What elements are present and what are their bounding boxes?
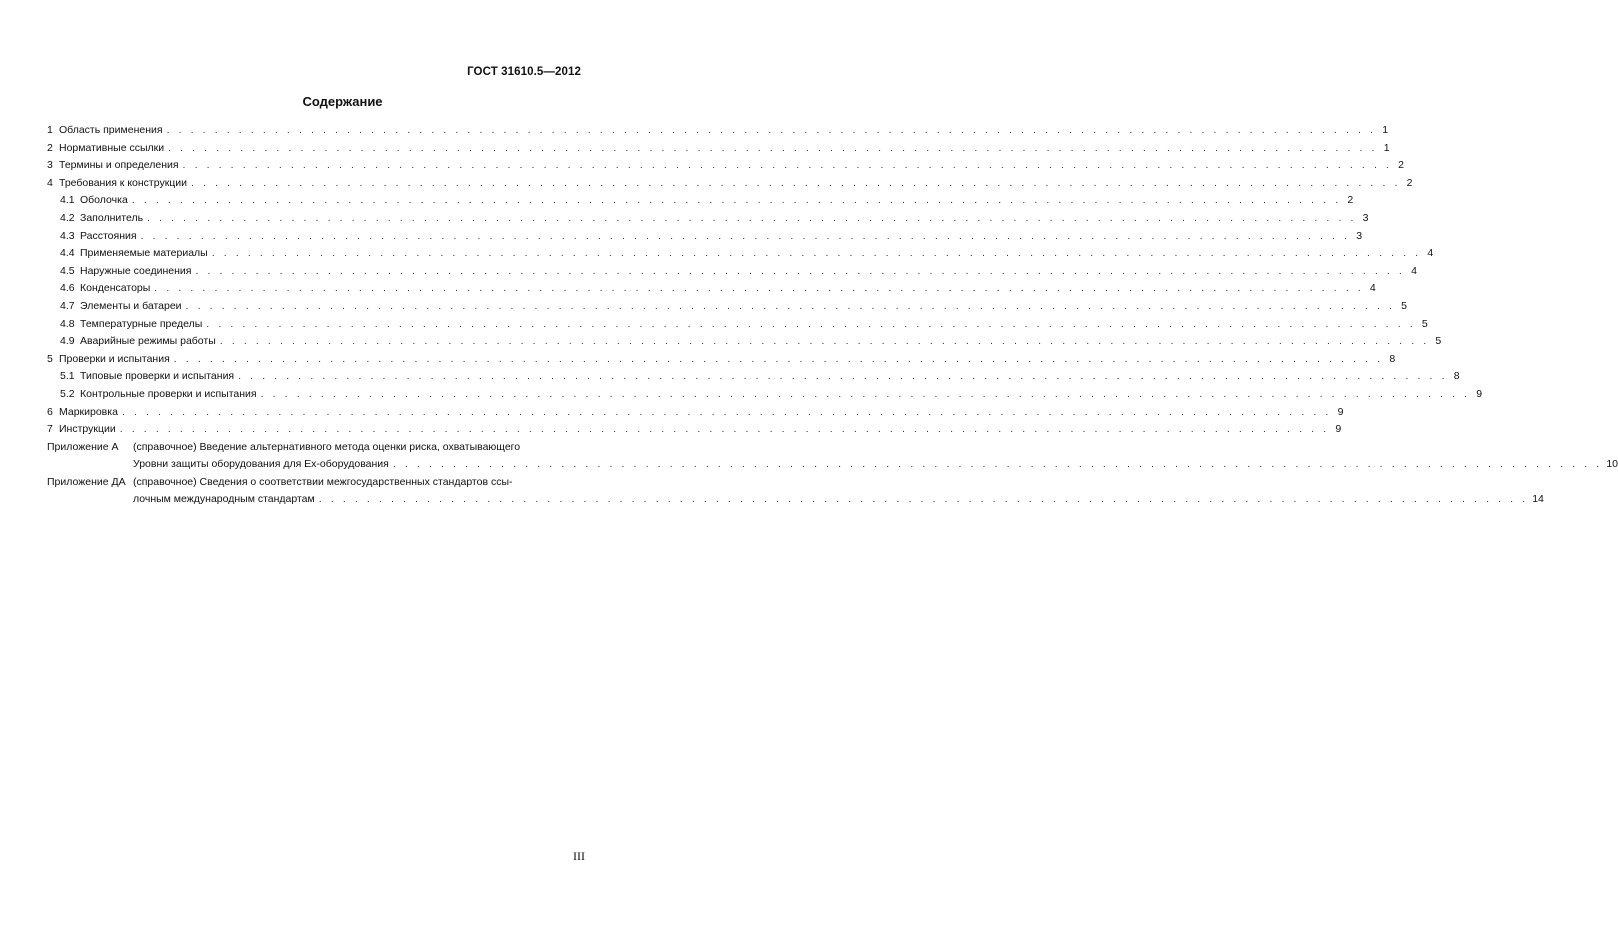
toc-entry[interactable] (47, 228, 1363, 246)
toc-entry-page: 1 (1383, 141, 1390, 154)
toc-entry[interactable] (47, 210, 1369, 228)
dot-leader (191, 175, 1400, 193)
toc-entry-title: Термины и определения (59, 159, 179, 172)
toc-entry[interactable] (47, 140, 1390, 158)
toc-entry-number: 2 (47, 141, 53, 154)
appendix-title-line2: лочным международным стандартам (133, 493, 315, 506)
toc-entry-number: 4 (47, 176, 53, 189)
toc-entry-page: 8 (1453, 370, 1460, 383)
toc-entry[interactable] (47, 157, 1405, 175)
toc-entry-page: 2 (1398, 159, 1405, 172)
toc-entry-number: 4.4 (60, 247, 75, 260)
toc-entry[interactable] (47, 245, 1434, 263)
toc-entry[interactable] (47, 280, 1376, 298)
dot-leader (132, 192, 1341, 210)
toc-entry-title: Маркировка (59, 405, 118, 418)
toc-appendix-entry[interactable] (47, 439, 1618, 474)
toc-entry-title: Элементы и батареи (80, 299, 182, 312)
toc-entry-number: 4.9 (60, 335, 75, 348)
table-of-contents (47, 122, 1618, 509)
toc-entry-page: 4 (1427, 247, 1434, 260)
toc-entry-number: 3 (47, 159, 53, 172)
toc-entry-title: Расстояния (80, 229, 137, 242)
toc-entry-title: Конденсаторы (80, 282, 151, 295)
dot-leader (186, 298, 1395, 316)
appendix-label: Приложение ДА (47, 475, 126, 488)
toc-entry-title: Область применения (59, 124, 163, 136)
page-number: III (573, 849, 585, 863)
toc-entry-title: Оболочка (80, 194, 128, 207)
toc-entry-number: 4.2 (60, 211, 75, 224)
appendix-title-line1: (справочное) Сведения о соответствии межгосударственных стандартов ссы- (133, 475, 513, 488)
toc-entry[interactable] (47, 421, 1342, 439)
dot-leader (238, 368, 1447, 386)
toc-entry-title: Заполнитель (80, 211, 144, 224)
toc-appendix-entry[interactable] (47, 474, 1544, 509)
toc-entry[interactable] (47, 368, 1460, 386)
toc-entry-title: Применяемые материалы (80, 247, 208, 260)
toc-entry-number: 5.1 (60, 370, 75, 383)
toc-entry-title: Инструкции (59, 423, 116, 436)
toc-entry-page: 4 (1411, 264, 1417, 277)
toc-entry[interactable] (47, 175, 1413, 193)
toc-entry[interactable] (47, 298, 1408, 316)
toc-entry-number: 4.7 (60, 299, 75, 312)
toc-entry[interactable] (47, 316, 1428, 334)
page-title: Содержание (302, 94, 383, 109)
toc-entry-number: 4.5 (60, 264, 75, 277)
toc-entry-page: 1 (1382, 124, 1389, 136)
toc-entry-title: Требования к конструкции (59, 176, 188, 189)
appendix-title-line2: Уровни защиты оборудования для Ex-оборудования (133, 458, 389, 471)
toc-entry-title: Нормативные ссылки (59, 141, 165, 154)
toc-entry[interactable] (47, 122, 1389, 140)
dot-leader (393, 456, 1602, 474)
appendix-label: Приложение А (47, 440, 119, 453)
dot-leader (141, 228, 1350, 246)
dot-leader (122, 404, 1331, 422)
dot-leader (147, 210, 1356, 228)
toc-entry-page: 3 (1362, 211, 1369, 224)
toc-entry-title: Типовые проверки и испытания (80, 370, 235, 383)
toc-entry-number: 5 (47, 352, 53, 365)
toc-entry-page: 5 (1401, 299, 1408, 312)
document-header: ГОСТ 31610.5—2012 (467, 66, 581, 78)
toc-entry-number: 1 (47, 124, 53, 136)
toc-entry-number: 7 (47, 423, 53, 436)
toc-entry-title: Проверки и испытания (59, 352, 170, 365)
toc-entry[interactable] (47, 333, 1442, 351)
toc-entry[interactable] (47, 351, 1396, 369)
dot-leader (212, 245, 1421, 263)
dot-leader (220, 333, 1429, 351)
dot-leader (167, 122, 1376, 140)
dot-leader (319, 491, 1528, 509)
toc-entry-page: 2 (1347, 194, 1354, 207)
toc-entry-number: 4.6 (60, 282, 75, 295)
toc-entry-number: 4.1 (60, 194, 75, 207)
toc-entry[interactable] (47, 386, 1483, 404)
toc-entry-page: 9 (1337, 405, 1344, 418)
toc-entry[interactable] (47, 404, 1344, 422)
toc-entry-page: 5 (1435, 335, 1442, 348)
toc-entry-page: 4 (1369, 282, 1376, 295)
toc-entry-page: 3 (1356, 229, 1363, 242)
dot-leader (195, 263, 1404, 281)
toc-entry-page: 9 (1476, 387, 1483, 400)
toc-entry-title: Аварийные режимы работы (80, 335, 216, 348)
toc-entry-page: 8 (1389, 352, 1396, 365)
toc-entry-title: Температурные пределы (80, 317, 203, 330)
toc-entry-number: 6 (47, 405, 53, 418)
toc-entry-number: 5.2 (60, 387, 75, 400)
toc-entry[interactable] (47, 263, 1417, 281)
toc-entry-title: Контрольные проверки и испытания (80, 387, 257, 400)
appendix-title-line1: (справочное) Введение альтернативного метода оценки риска, охватывающего (133, 440, 521, 453)
toc-entry-page: 2 (1406, 176, 1413, 189)
toc-entry-number: 4.3 (60, 229, 75, 242)
toc-entry-title: Наружные соединения (80, 264, 192, 277)
dot-leader (206, 316, 1415, 334)
dot-leader (183, 157, 1392, 175)
dot-leader (168, 140, 1377, 158)
toc-entry[interactable] (47, 192, 1354, 210)
dot-leader (154, 280, 1363, 298)
toc-entry-number: 4.8 (60, 317, 75, 330)
dot-leader (120, 421, 1329, 439)
dot-leader (174, 351, 1383, 369)
appendix-page: 10 (1606, 458, 1618, 471)
toc-entry-page: 5 (1421, 317, 1428, 330)
appendix-page: 14 (1532, 493, 1544, 506)
toc-entry-page: 9 (1335, 423, 1342, 436)
dot-leader (261, 386, 1470, 404)
